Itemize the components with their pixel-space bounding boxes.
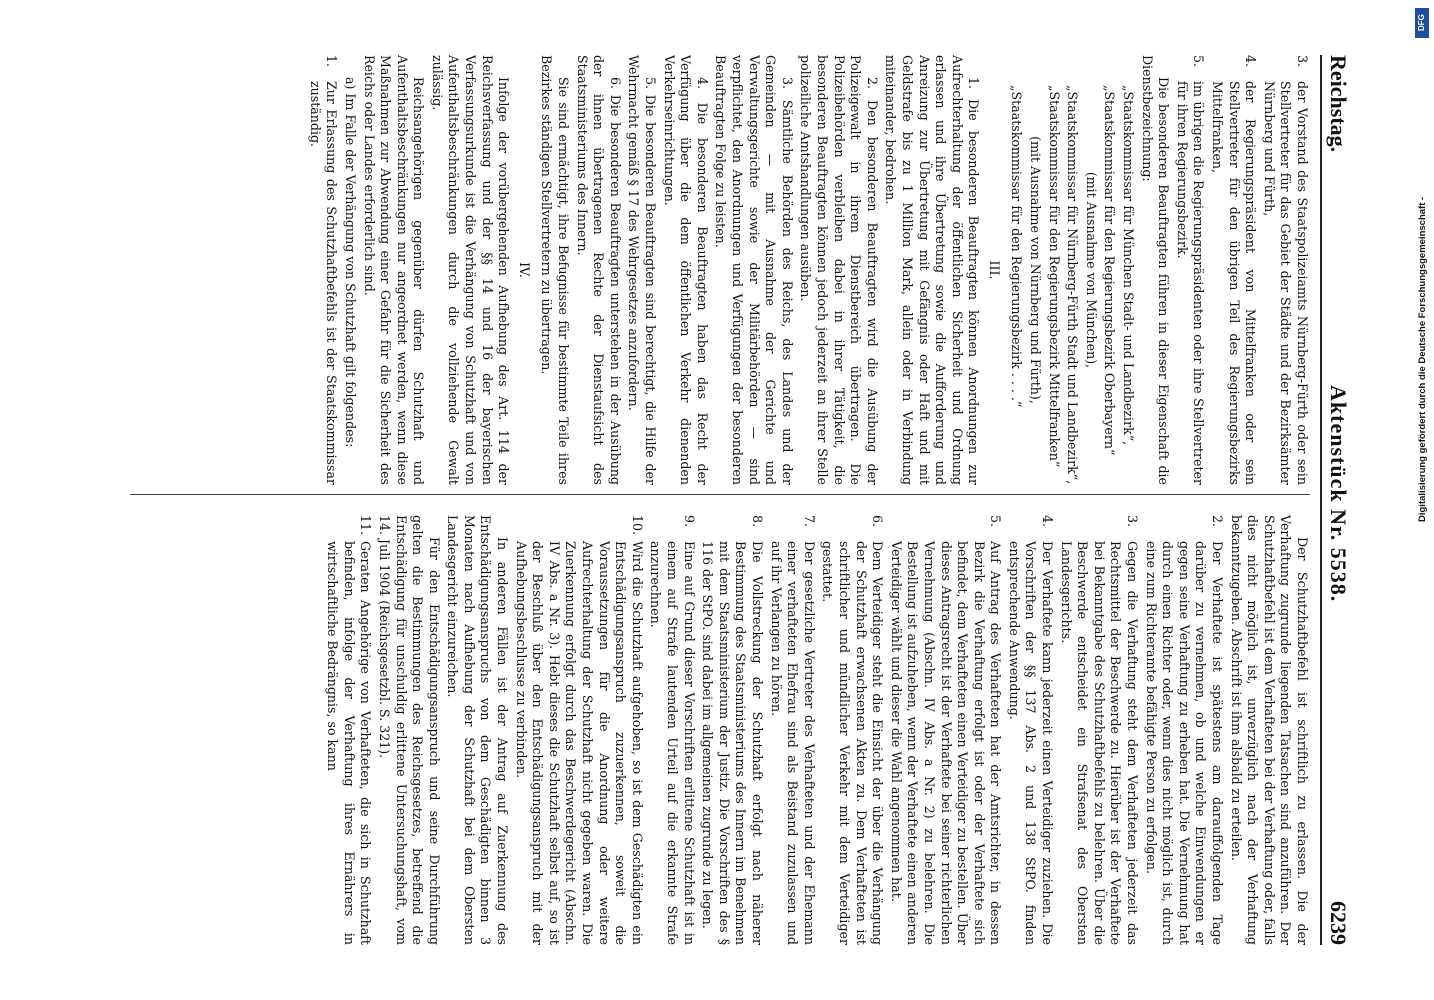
quote: „Staatskommissar für Nürnberg-Fürth Stadt und Landbezirk“, [1065, 85, 1081, 485]
list-item: 4.Der Verhaftete kann jederzeit einen Verteidiger zuziehen. Die Vorschriften der §§ 137 Abs. 2 und 138 StPO. finden entsprechende Anwendung. [1006, 515, 1056, 945]
list-item: 11.Geraten Angehörige von Verhafteten, die sich in Schutzhaft befinden, infolge der Verhaftung ihres Ernährers in wirtschaftliche Bedrängnis, so kann [325, 515, 374, 945]
paragraph: 1. Die besonderen Beauftragten können Anordnungen zur Aufrechterhaltung der öffentlichen Sicherheit und Ordnung erlassen und ihre Übertretung sowie die Aufforderung und Anreizung zur Übertretung mit Gefängnis oder Haft und mit Geldstrafe bis zu 1 Million Mark, allein oder in Verbindung miteinander, bedrohen. [883, 55, 982, 485]
paren-note: (mit Ausnahme von München), [1083, 171, 1099, 369]
dfg-logo: DFG [1415, 8, 1429, 38]
paragraph: a) Im Falle der Verhängung von Schutzhaft gilt folgendes: [342, 77, 358, 448]
list-item: 4.der Regierungspräsident von Mittelfranken oder sein Stellvertreter für den übrigen Teil des Regierungsbezirks Mittelfranken, [1210, 55, 1259, 485]
list-item: 1.Zur Erlassung des Schutzhaftbefehls ist der Staatskommissar zuständig. [307, 55, 340, 485]
list-item: 10.Wird die Schutzhaft aufgehoben, so ist dem Geschädigten ein Entschädigungsanspruch zuzuerkennen, soweit die Voraussetzungen für die Anordnung oder weitere Aufrechterhaltung der Schutzhaft nicht gegeben waren. Die Zuerkennung erfolgt durch das Beschwerdegericht (Abschn. IV Abs. a Nr. 3). Hebt dieses die Schutzhaft selbst auf, so ist der Beschluß über den Entschädigungsanspruch mit der Aufhebungsbeschlusse zu verbinden. [513, 515, 645, 945]
list-item: 5.im übrigen die Regierungspräsidenten oder ihre Stellvertreter für ihren Regierungsbezirk. [1174, 55, 1207, 485]
paragraph: 2. Den besonderen Beauftragten wird die Ausübung der Polizeigewalt in ihrem Dienstbereich übertragen. Die Polizeibehörden verbleiben dabei in ihrer Tätigkeit, die besonderen Beauftragten können jedoch jederzeit an ihrer Stelle polizeiliche Amtshandlungen ausüben. [798, 55, 880, 485]
paragraph: 5. Die besonderen Beauftragten sind berechtigt, die Hilfe der Wehrmacht gemäß § 17 des Wehrgesetzes anzufordern. [626, 55, 659, 485]
section-heading: IV. [516, 262, 532, 278]
right-column [120, 515, 1310, 945]
section-heading: III. [986, 260, 1002, 280]
paragraph: 6. Die besonderen Beauftragten unterstehen in der Ausübung der ihnen übertragenen Rechte der Dienstaufsicht des Staatsministeriums des Innern. [574, 55, 623, 485]
list-item: 5.Auf Antrag des Verhafteten hat der Amtsrichter, in dessen Bezirk die Verhaftung erfolgt ist oder der Verhaftete sich befindet, dem Verhafteten einen Verteidiger zu bestellen. Über dieses Antragsrecht ist der Verhaftete bei seiner richterlichen Vernehmung (Abschn. IV Abs. a Nr. 2) zu belehren. Die Bestellung ist aufzuheben, wenn der Verhaftete einen anderen Verteidiger wählt und dieser die Wahl angenommen hat. [888, 515, 1004, 945]
paragraph: 4. Die besonderen Beauftragten haben das Recht der Verfügung über die dem öffentlichen Verkehr dienenden Verkehrseinrichtungen. [661, 55, 710, 485]
items-a [1173, 55, 1310, 485]
header-rule [1320, 55, 1322, 945]
paren-note: (mit Ausnahme von Nürnberg und Fürth), [1028, 136, 1044, 404]
page-header [1319, 55, 1359, 945]
paragraph: 3. Sämtliche Behörden des Reichs, des Landes und der Gemeinden — mit Ausnahme der Gerichte und Verwaltungsgerichte sowie der Militärbehörden — sind verpflichtet, den Anordnungen und Verfügungen der besonderen Beauftragten Folge zu leisten. [713, 55, 795, 485]
paragraph: Reichsangehörigen gegenüber dürfen Schutzhaft und Aufenthaltsbeschränkungen nur angeordnet werden, wenn diese Maßnahmen zur Abwendung einer Gefahr für die Sicherheit des Reichs oder Landes erforderlich sind. [361, 55, 427, 485]
paragraph: Infolge der vorübergehenden Aufhebung des Art. 114 der Reichsverfassung und der §§ 14 und 16 der bayerischen Verfassungsurkunde ist die Verhängung von Schutzhaft und von Aufenthaltsbeschränkungen durch die vollziehende Gewalt zulässig. [429, 55, 512, 485]
list-item: 3.der Vorstand des Staatspolizeiamts Nürnberg-Fürth oder sein Stellvertreter für das Gebiet der Städte und der Bezirksämter Nürnberg und Fürth, [1261, 55, 1310, 485]
column-divider [130, 494, 1310, 495]
list-item: 6.Dem Verteidiger steht die Einsicht der über die Verhängung der Schutzhaft erwachsenen Akten zu. Dem Verhafteten ist schriftlicher und mündlicher Verkehr mit dem Verteidiger gestattet. [820, 515, 886, 945]
list-item: 8.Die Vollstreckung der Schutzhaft erfolgt nach näherer Bestimmung des Staatsministeriums des Innern im Benehmen mit dem Staatsministerium der Justiz. Die Vorschriften des § 116 der StPO. sind dabei im allgemeinen zugrunde zu legen. [700, 515, 765, 945]
digitization-note: Digitalisierung gefördert durch die Deutsche Forschungsgemeinschaft - [1417, 196, 1428, 522]
paragraph: Sie sind ermächtigt, ihre Befugnisse für bestimmte Teile ihres Bezirkes ständigen Stellvertretern zu übertragen. [539, 55, 572, 485]
paragraph: In anderen Fällen ist der Antrag auf Zuerkennung des Entschädigungsanspruchs von dem Geschädigten binnen 3 Monaten nach Aufhebung der Schutzhaft bei dem Obersten Landesgericht einzureichen. [445, 515, 511, 945]
header-center: Aktenstück Nr. 5538. [1326, 385, 1351, 603]
paragraph: Für den Entschädigungsanspruch und seine Durchführung gelten die Bestimmungen des Reichsgesetzes, betreffend die Entschädigung für unschuldig erlittene Untersuchungshaft, vom 14. Juli 1904 (Reichsgesetzbl. S. 321). [376, 515, 442, 945]
quote: „Staatskommissar für den Regierungsbezirk Mittelfranken“ [1046, 85, 1062, 468]
paragraph: Die besonderen Beauftragten führen in dieser Eigenschaft die Dienstbezeichnung: [1139, 55, 1172, 485]
page-number: 6239 [1326, 901, 1351, 945]
list-item: 9.Eine auf Grund dieser Vorschriften erlittene Schutzhaft ist in einem auf Strafe lautenden Urteil auf die erkannte Strafe anzurechnen. [648, 515, 697, 945]
header-left: Reichstag. [1326, 55, 1351, 153]
quote: „Staatskommissar für den Regierungsbezirk . . . .“ [1009, 85, 1025, 408]
quote: „Staatskommissar für München Stadt- und Landbezirk“, [1121, 85, 1137, 446]
left-column [120, 55, 1310, 485]
list-item: 2.Der Verhaftete ist spätestens am darauffolgenden Tage darüber zu vernehmen, ob und welche Einwendungen er gegen seine Verhaftung zu erheben hat. Die Vernehmung hat durch einen Richter oder, wenn dies nicht möglich ist, durch eine zum Richteramte befähigte Person zu erfolgen. [1143, 515, 1226, 945]
list-item: 7.Der gesetzliche Vertreter des Verhafteten und der Ehemann einer verhafteten Ehefrau sind als Beistand zuzulassen und auf ihr Verlangen zu hören. [768, 515, 817, 945]
paragraph: Der Schutzhaftbefehl ist schriftlich zu erlassen. Die der Verhaftung zugrunde liegenden Tatsachen sind anzuführen. Der Schutzhaftbefehl ist dem Verhafteten bei der Verhaftung oder, falls dies nicht möglich ist, unverzüglich nach der Verhaftung bekanntzugeben. Abschrift ist ihm alsbald zu erteilen. [1228, 515, 1310, 945]
quote: „Staatskommissar für den Regierungsbezirk Oberbayern“ [1102, 85, 1118, 456]
list-item: 3.Gegen die Verhaftung steht dem Verhafteten jederzeit das Rechtsmittel der Beschwerde zu. Hierüber ist der Verhaftete bei Bekanntgabe des Schutzhaftbefehls zu belehren. Über die Beschwerde entscheidet ein Strafsenat des Obersten Landesgerichts. [1058, 515, 1141, 945]
